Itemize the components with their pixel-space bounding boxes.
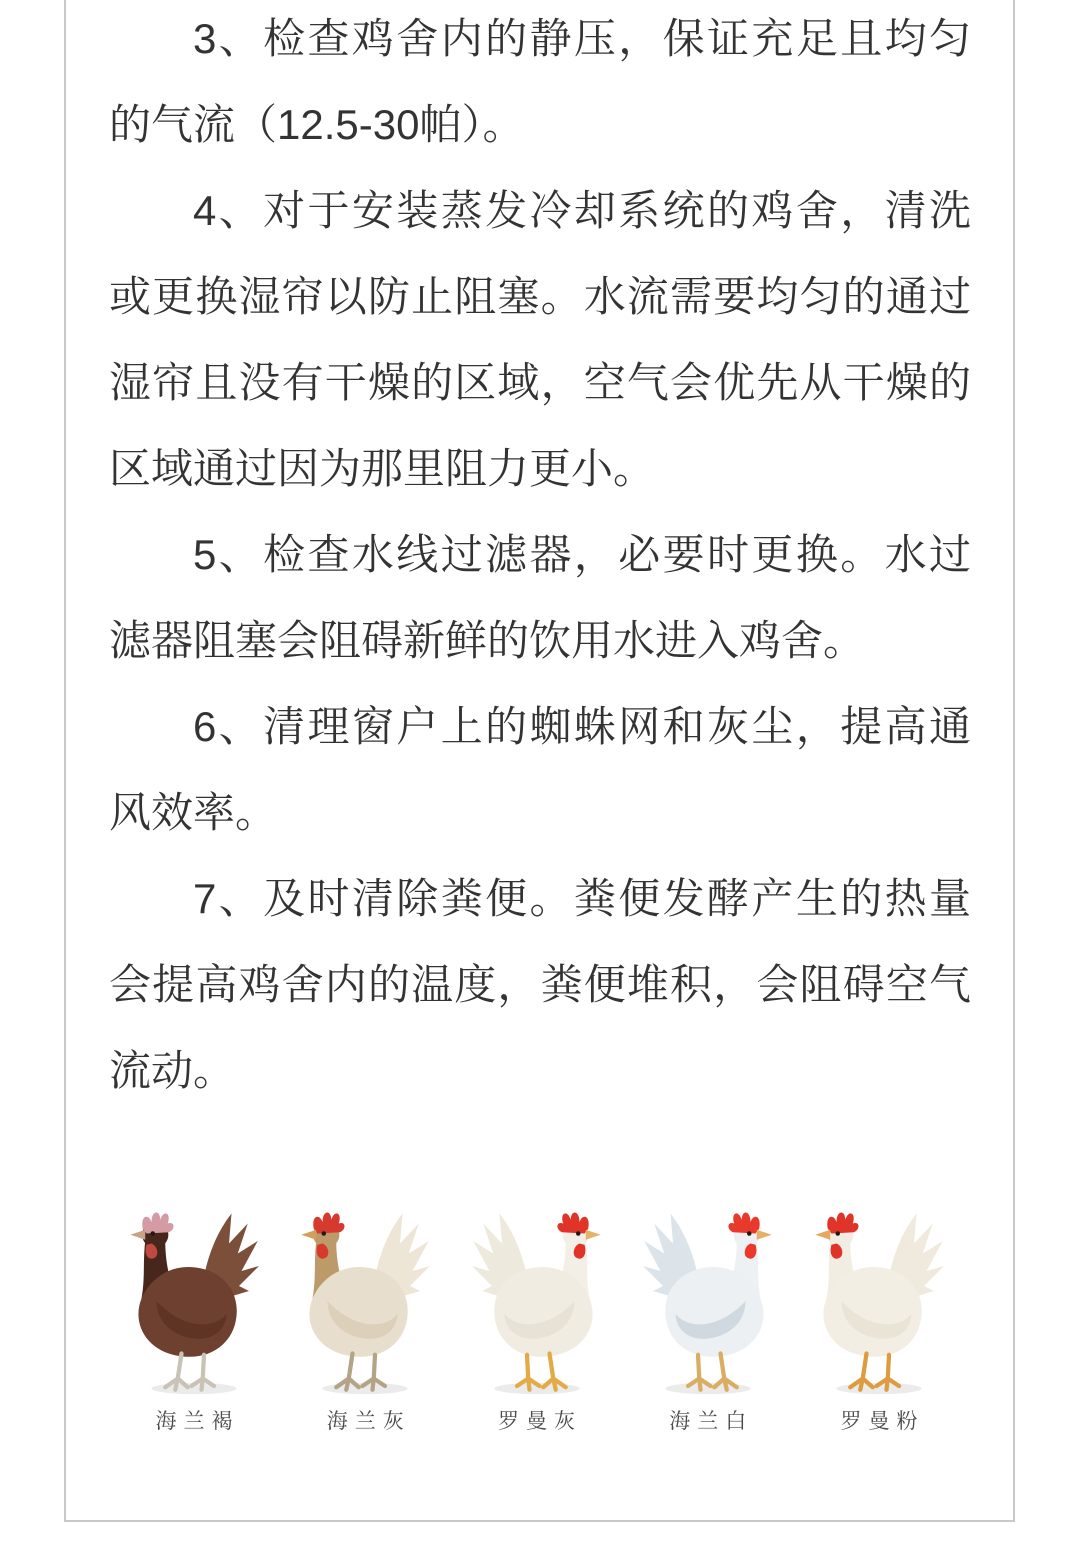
paragraph-6: 6、清理窗户上的蜘蛛网和灰尘，提高通风效率。 [109, 703, 971, 836]
chicken-comb-icon [314, 1213, 345, 1234]
chicken-beak-icon [302, 1230, 317, 1240]
chicken-breeds-figure [66, 1196, 1013, 1435]
chicken-comb-icon [142, 1213, 173, 1234]
chicken-comb-icon [827, 1213, 858, 1234]
chicken-figure-lohmann-pink [803, 1196, 955, 1435]
article-body [66, 0, 1013, 1114]
chicken-illustration [804, 1196, 954, 1401]
chicken-beak-icon [815, 1230, 830, 1240]
chicken-eye-icon [836, 1231, 841, 1236]
chicken-illustration [119, 1196, 269, 1401]
chicken-illustration [462, 1196, 612, 1401]
chicken-comb-icon [728, 1213, 759, 1234]
chicken-label: 罗曼灰 [498, 1410, 582, 1433]
chicken-figure-hyline-grey [289, 1196, 441, 1435]
paragraph-4: 4、对于安装蒸发冷却系统的鸡舍，清洗或更换湿帘以防止阻塞。水流需要均匀的通过湿帘且没有干燥的区域，空气会优先从干燥的区域通过因为那里阻力更小。 [109, 187, 971, 492]
chicken-illustration [633, 1196, 783, 1401]
chicken-label: 海兰白 [669, 1410, 754, 1433]
paragraph-5: 5、检查水线过滤器，必要时更换。水过滤器阻塞会阻碍新鲜的饮用水进入鸡舍。 [109, 531, 971, 664]
chicken-illustration [290, 1196, 440, 1401]
chicken-eye-icon [322, 1231, 327, 1236]
chicken-comb-icon [557, 1213, 588, 1234]
chicken-label: 海兰褐 [155, 1410, 240, 1433]
chicken-label: 罗曼粉 [840, 1410, 925, 1433]
article-card [64, 0, 1015, 1522]
chicken-beak-icon [130, 1230, 145, 1240]
chicken-figure-hyline-brown [118, 1196, 270, 1435]
paragraph-7: 7、及时清除粪便。粪便发酵产生的热量会提高鸡舍内的温度，粪便堆积，会阻碍空气流动。 [109, 875, 971, 1094]
chicken-beak-icon [585, 1230, 600, 1240]
chicken-figure-hyline-white [632, 1196, 784, 1435]
chicken-eye-icon [151, 1231, 156, 1236]
chicken-label: 海兰灰 [326, 1410, 411, 1433]
paragraph-3: 3、检查鸡舍内的静压，保证充足且均匀的气流（12.5-30帕）。 [109, 15, 971, 148]
chicken-figure-lohmann-grey [461, 1196, 613, 1435]
chicken-beak-icon [757, 1230, 772, 1240]
